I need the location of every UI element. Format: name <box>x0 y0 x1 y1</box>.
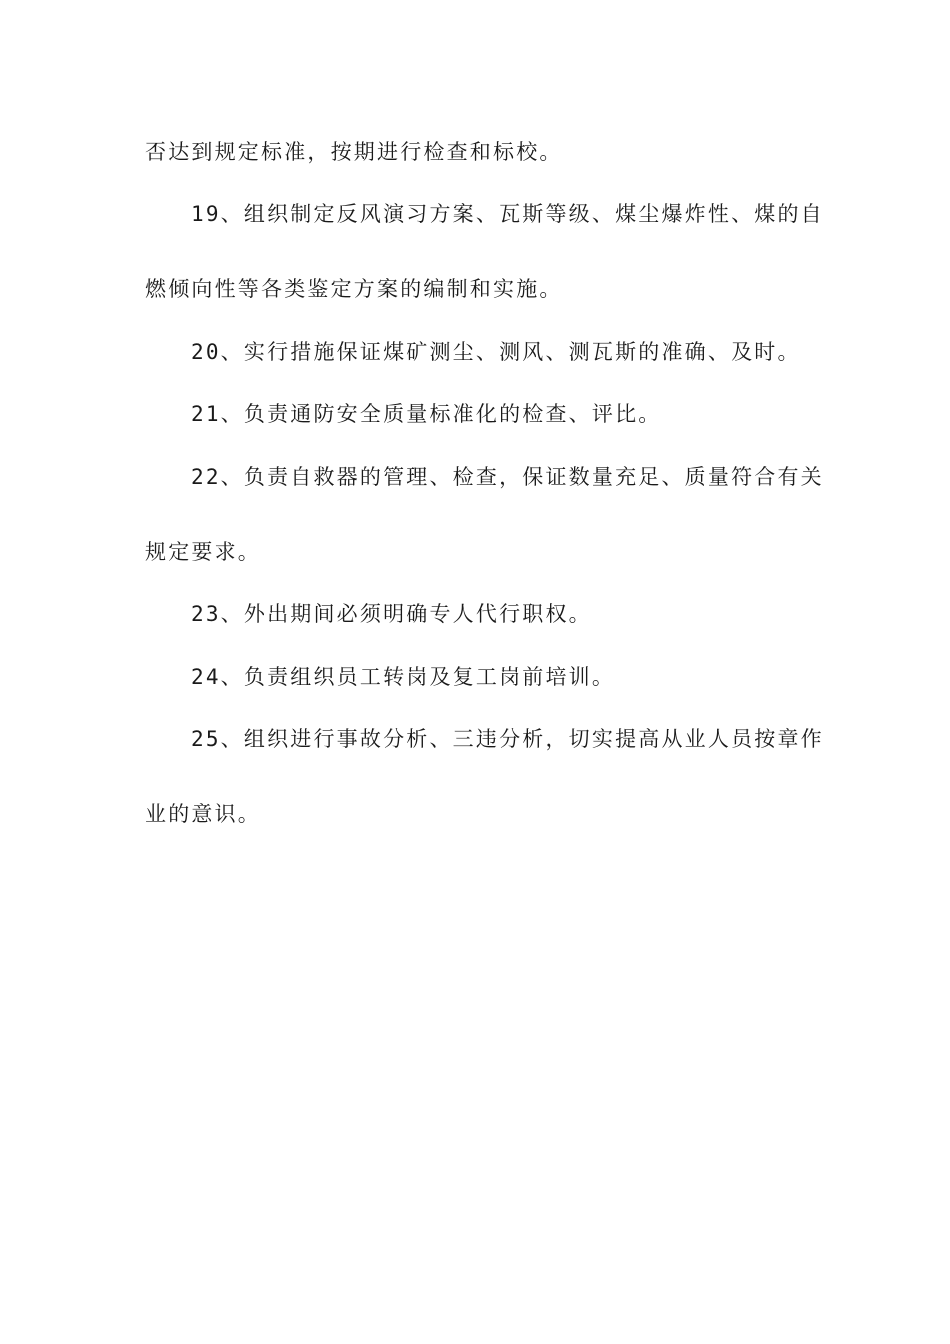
paragraph-20-line-1: 20、实行措施保证煤矿测尘、测风、测瓦斯的准确、及时。 <box>191 340 801 364</box>
paragraph-24-line-1: 24、负责组织员工转岗及复工岗前培训。 <box>191 665 616 689</box>
paragraph-25-line-1: 25、组织进行事故分析、三违分析，切实提高从业人员按章作 <box>191 727 824 751</box>
paragraph-19-line-1: 19、组织制定反风演习方案、瓦斯等级、煤尘爆炸性、煤的自 <box>191 202 824 226</box>
paragraph-22-line-2: 规定要求。 <box>145 540 261 564</box>
paragraph-23-line-1: 23、外出期间必须明确专人代行职权。 <box>191 602 592 626</box>
paragraph-22-line-1: 22、负责自救器的管理、检查，保证数量充足、质量符合有关 <box>191 465 824 489</box>
paragraph-continuation-line: 否达到规定标准，按期进行检查和标校。 <box>145 140 563 164</box>
paragraph-19-line-2: 燃倾向性等各类鉴定方案的编制和实施。 <box>145 277 563 301</box>
paragraph-25-line-2: 业的意识。 <box>145 802 261 826</box>
paragraph-21-line-1: 21、负责通防安全质量标准化的检查、评比。 <box>191 402 662 426</box>
